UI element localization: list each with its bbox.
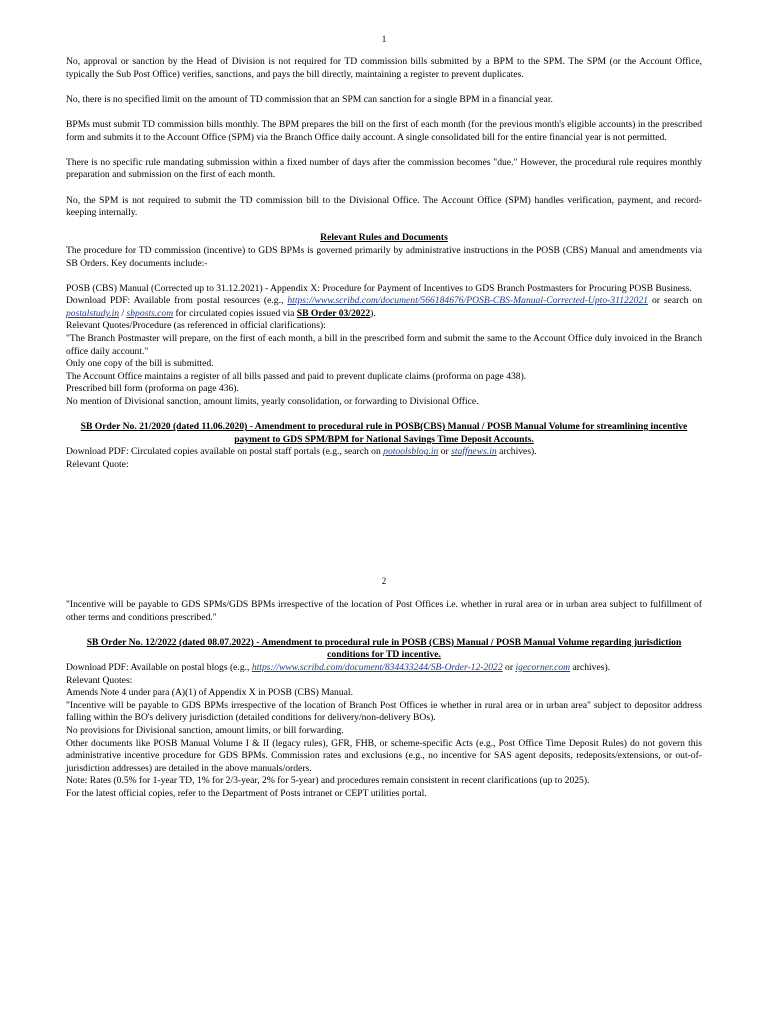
section-heading-sb-order-12: SB Order No. 12/2022 (dated 08.07.2022) - Amendment to procedural rule in POSB (CBS) Manual / POSB Manual Volume regarding jurisdiction conditions for TD incentive. [86, 636, 682, 661]
relevant-quote-label: Relevant Quote: [66, 459, 129, 470]
quote-line: Amends Note 4 under para (A)(1) of Appendix X in POSB (CBS) Manual. [66, 687, 353, 699]
incentive-quote: "Incentive will be payable to GDS SPMs/GDS BPMs irrespective of the location of Post Offices i.e. whether in rural area or in urban area subject to fulfillment of other terms and conditions prescribed." [66, 599, 702, 623]
quote-line: No provisions for Divisional sanction, amount limits, or bill forwarding. [66, 724, 344, 736]
rules-intro: The procedure for TD commission (incentive) to GDS BPMs is governed primarily by administrative instructions in the POSB (CBS) Manual and amendments via SB Orders. Key documents include:- [66, 244, 702, 269]
answer-approval: No, approval or sanction by the Head of Division is not required for TD commission bills submitted by a BPM to the SPM. The SPM (or the Account Office, typically the Sub Post Office) verifies, sanctions, and pays the bill directly, maintaining a register to prevent duplicates. [66, 56, 702, 80]
quote-line: Only one copy of the bill is submitted. [66, 358, 214, 370]
answer-timeline: There is no specific rule mandating submission within a fixed number of days after the commission becomes "due." However, the procedural rule requires monthly preparation and submission on the first of each month. [66, 156, 702, 181]
quote-line: The Account Office maintains a register of all bills passed and paid to prevent duplicate claims (proforma on page 438). [66, 370, 527, 382]
scribd-link-sb-order-12[interactable]: https://www.scribd.com/document/834433244/SB-Order-12-2022 [251, 661, 503, 673]
page-1-body [66, 56, 702, 472]
quote-line: "The Branch Postmaster will prepare, on the first of each month, a bill in the prescribed form and submit the same to the Account Office duly invoiced in the Branch office daily account." [66, 333, 702, 357]
quote-line: For the latest official copies, refer to the Department of Posts intranet or CEPT utilities portal. [66, 787, 427, 799]
download-line-3: Download PDF: Available on postal blogs (e.g., https://www.scribd.com/document/834433244/SB-Order-12-2022 or igecorner.com archives). [66, 661, 611, 673]
quote-line: No mention of Divisional sanction, amount limits, yearly consolidation, or forwarding to Divisional Office. [66, 396, 479, 408]
scribd-link-posb-manual[interactable]: https://www.scribd.com/document/566184676/POSB-CBS-Manual-Corrected-Upto-31122021 [287, 295, 648, 307]
page-2-body [66, 599, 702, 801]
page-number: 2 [381, 576, 387, 586]
sbposts-link[interactable]: sbposts.com [126, 307, 174, 319]
answer-divisional-office: No, the SPM is not required to submit the TD commission bill to the Divisional Office. The Account Office (SPM) handles verification, payment, and record-keeping internally. [66, 194, 702, 219]
quote-line: Prescribed bill form (proforma on page 436). [66, 383, 239, 395]
potoolsblog-link[interactable]: potoolsblog.in [383, 446, 439, 458]
page-number: 1 [381, 34, 387, 44]
posb-manual-entry: POSB (CBS) Manual (Corrected up to 31.12.2021) - Appendix X: Procedure for Payment of Incentives to GDS Branch Postmasters for Procuring POSB Business. [66, 282, 692, 294]
staffnews-link[interactable]: staffnews.in [451, 446, 497, 458]
sb-order-ref: SB Order 03/2022 [296, 307, 371, 319]
section-heading-rules: Relevant Rules and Documents [320, 232, 448, 244]
answer-limit: No, there is no specified limit on the amount of TD commission that an SPM can sanction for a single BPM in a financial year. [66, 93, 553, 105]
quote-line: Note: Rates (0.5% for 1-year TD, 1% for 2/3-year, 2% for 5-year) and procedures remain consistent in recent clarifications (up to 2025). [66, 775, 590, 787]
quote-line: Other documents like POSB Manual Volume I & II (legacy rules), GFR, FHB, or scheme-specific Acts (e.g., Post Office Time Deposit Rules) do not govern this administrative incentive procedure for GDS BPMs. Commission rates and exclusions (e.g., no incentive for SAS agent deposits, redeposits/extensions, or out-of-jurisdiction addresses) are detailed in the above manuals/orders. [66, 737, 702, 774]
quote-line: Relevant Quotes/Procedure (as referenced in official clarifications): [66, 320, 326, 332]
answer-frequency: BPMs must submit TD commission bills monthly. The BPM prepares the bill on the first of each month (for the previous month's eligible accounts) in the prescribed form and submits it to the Account Office (SPM) via the Branch Office daily account. A single consolidated bill for the entire financial year is not permitted. [66, 118, 702, 143]
section-heading-sb-order-21: SB Order No. 21/2020 (dated 11.06.2020) - Amendment to procedural rule in POSB(CBS) Manual / POSB Manual Volume for streamlining incentive payment to GDS SPM/BPM for National Savings Time Deposit Accounts. [80, 421, 688, 445]
quote-line: "Incentive will be payable to GDS BPMs irrespective of the location of Branch Post Offices ie whether in rural area or in urban area" subject to depositor address falling within the BO's delivery jurisdiction (detailed conditions for delivery/non-delivery BOs). [66, 699, 702, 724]
quote-line: Relevant Quotes: [66, 674, 133, 686]
igecorner-link[interactable]: igecorner.com [515, 661, 571, 673]
download-line-2: Download PDF: Circulated copies available on postal staff portals (e.g., search on potoolsblog.in or staffnews.in archives). [66, 446, 537, 458]
postalstudy-link[interactable]: postalstudy.in [66, 307, 120, 319]
download-line-1: Download PDF: Available from postal resources (e.g., https://www.scribd.com/document/566184676/POSB-CBS-Manual-Corrected-Upto-31122021 or search on postalstudy.in / sbposts.com for circulated copies issued via SB Order 03/2022). [66, 295, 702, 319]
